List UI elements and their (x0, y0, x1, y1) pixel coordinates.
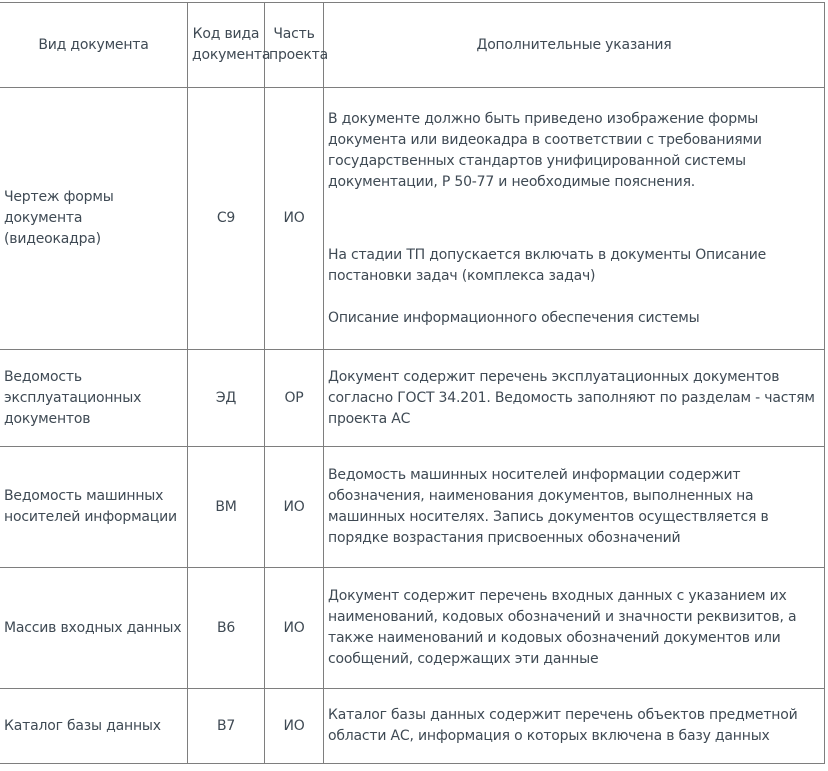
document-type-cell: Ведомость машинных носителей информации (0, 447, 188, 568)
document-code-cell: С9 (188, 88, 265, 350)
notes-paragraph: Документ содержит перечень входных данных с указанием их наименований, кодовых обозначений и значности реквизитов, а также наименований и кодовых обозначений документов или сообщений, содержащих эти данные (328, 588, 797, 667)
document-type-cell: Чертеж формы документа (видеокадра) (0, 88, 188, 350)
notes-paragraph: Описание информационного обеспечения системы (328, 309, 700, 326)
additional-notes-cell (324, 350, 825, 447)
document-type-cell: Каталог базы данных (0, 689, 188, 764)
notes-paragraph: В документе должно быть приведено изображение формы документа или видеокадра в соответствии с требованиями государственных стандартов унифицированной системы документации, Р 50-77 и необходимые пояснения. (328, 110, 762, 190)
additional-notes-cell (324, 568, 825, 689)
table-row (0, 689, 825, 764)
header-document-type: Вид документа (0, 3, 188, 88)
document-code-cell: В6 (188, 568, 265, 689)
document-code-cell: В7 (188, 689, 265, 764)
project-part-cell: ИО (265, 568, 324, 689)
notes-paragraph: На стадии ТП допускается включать в документы Описание постановки задач (комплекса задач) (328, 246, 767, 284)
project-part-cell: ИО (265, 88, 324, 350)
notes-paragraph: Каталог базы данных содержит перечень объектов предметной области АС, информация о которых включена в базу данных (328, 707, 798, 744)
document-code-cell: ЭД (188, 350, 265, 447)
document-type-cell: Ведомость эксплуатационных документов (0, 350, 188, 447)
project-part-cell: ОР (265, 350, 324, 447)
table-row (0, 447, 825, 568)
header-row (0, 3, 825, 88)
table-row (0, 568, 825, 689)
header-additional-notes: Дополнительные указания (324, 3, 825, 88)
notes-paragraph: Документ содержит перечень эксплуатационных документов согласно ГОСТ 34.201. Ведомость заполняют по разделам - частям проекта АС (328, 368, 815, 427)
header-document-code: Код вида документа (188, 3, 265, 88)
table-row (0, 350, 825, 447)
header-project-part: Часть проекта (265, 3, 324, 88)
project-part-cell: ИО (265, 447, 324, 568)
project-part-cell: ИО (265, 689, 324, 764)
additional-notes-cell (324, 447, 825, 568)
notes-paragraph: Ведомость машинных носителей информации содержит обозначения, наименования документов, выполненных на машинных носителях. Запись документов осуществляется в порядке возрастания присвоенных обозначений (328, 467, 769, 546)
additional-notes-cell (324, 689, 825, 764)
document-type-cell: Массив входных данных (0, 568, 188, 689)
document-code-cell: ВМ (188, 447, 265, 568)
additional-notes-cell (324, 88, 825, 350)
document-types-table (0, 2, 825, 764)
table-row (0, 88, 825, 350)
